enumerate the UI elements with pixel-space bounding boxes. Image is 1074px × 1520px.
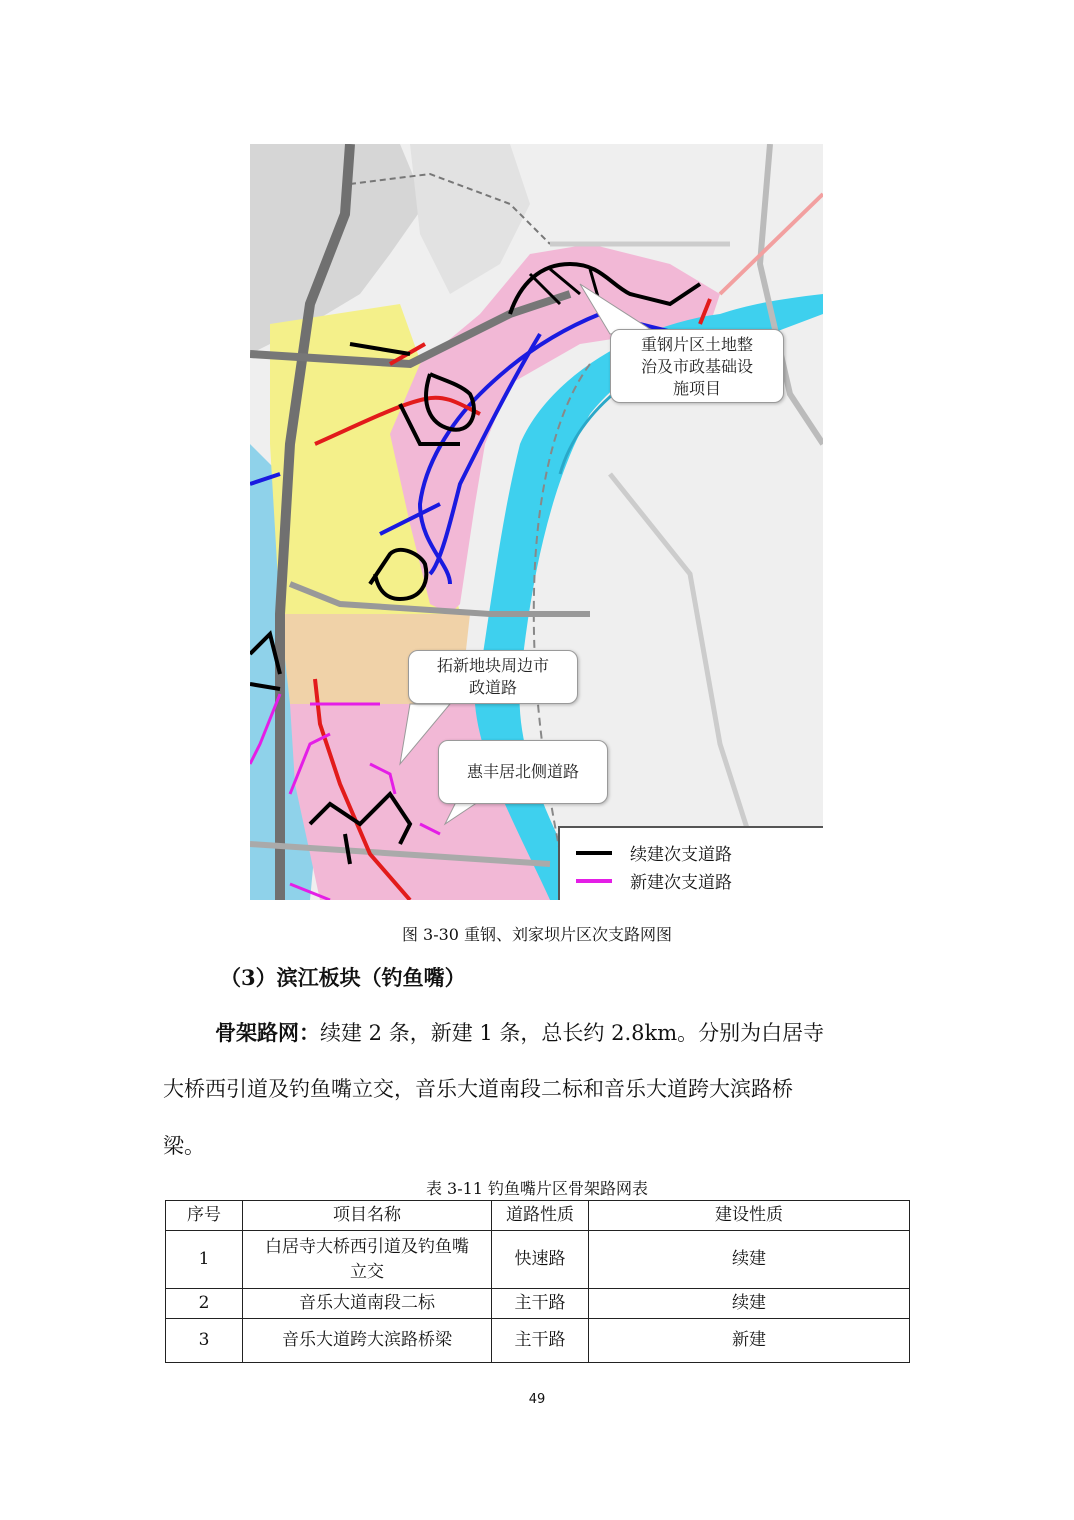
table-row bbox=[166, 1289, 910, 1319]
cell-no: 1 bbox=[166, 1231, 243, 1289]
legend-label-continued: 续建次支道路 bbox=[630, 845, 732, 865]
cell-name-line2: 立交 bbox=[350, 1261, 384, 1282]
callout-chonggang-line2: 治及市政基础设 bbox=[640, 357, 753, 376]
cell-no: 2 bbox=[166, 1289, 243, 1319]
cell-type: 快速路 bbox=[492, 1231, 589, 1289]
legend-item-continued bbox=[576, 840, 732, 865]
table-row bbox=[166, 1231, 910, 1289]
skeleton-road-table bbox=[165, 1200, 910, 1363]
callout-tuoxin bbox=[408, 650, 578, 704]
callout-huifengju-line1: 惠丰居北侧道路 bbox=[466, 762, 579, 781]
callout-tuoxin-line2: 政道路 bbox=[468, 678, 517, 697]
header-name: 项目名称 bbox=[243, 1201, 492, 1231]
cell-name: 音乐大道南段二标 bbox=[243, 1289, 492, 1319]
road-network-map bbox=[250, 144, 823, 900]
paragraph-lead: 骨架路网： bbox=[215, 1020, 320, 1045]
page-number: 49 bbox=[528, 1392, 546, 1407]
table-caption: 表 3-11 钓鱼嘴片区骨架路网表 bbox=[425, 1179, 649, 1198]
callout-tuoxin-line1: 拓新地块周边市 bbox=[436, 656, 549, 675]
legend-swatch-magenta bbox=[576, 879, 612, 883]
cell-type: 主干路 bbox=[492, 1289, 589, 1319]
map-legend bbox=[558, 826, 823, 900]
legend-item-new bbox=[576, 868, 732, 893]
header-type: 道路性质 bbox=[492, 1201, 589, 1231]
paragraph-line-2: 大桥西引道及钓鱼嘴立交，音乐大道南段二标和音乐大道跨大滨路桥 bbox=[163, 1077, 793, 1101]
legend-label-new: 新建次支道路 bbox=[630, 873, 732, 893]
callout-chonggang-line1: 重钢片区土地整 bbox=[640, 335, 753, 354]
cell-build: 新建 bbox=[589, 1319, 910, 1363]
cell-build: 续建 bbox=[589, 1289, 910, 1319]
paragraph-line1-text: 续建 2 条，新建 1 条，总长约 2.8km。分别为白居寺 bbox=[320, 1021, 825, 1045]
cell-type: 主干路 bbox=[492, 1319, 589, 1363]
cell-name: 音乐大道跨大滨路桥梁 bbox=[243, 1319, 492, 1363]
header-no: 序号 bbox=[166, 1201, 243, 1231]
cell-no: 3 bbox=[166, 1319, 243, 1363]
paragraph-line-3: 梁。 bbox=[163, 1134, 205, 1158]
cell-build: 续建 bbox=[589, 1231, 910, 1289]
figure-caption: 图 3-30 重钢、刘家坝片区次支路网图 bbox=[401, 925, 673, 944]
legend-swatch-black bbox=[576, 851, 612, 855]
section-heading: （3）滨江板块（钓鱼嘴） bbox=[220, 965, 466, 990]
paragraph-line-1 bbox=[215, 1004, 915, 1062]
table-header-row bbox=[166, 1201, 910, 1231]
callout-chonggang bbox=[610, 329, 784, 403]
callout-chonggang-line3: 施项目 bbox=[672, 379, 721, 398]
cell-name-line1: 白居寺大桥西引道及钓鱼嘴 bbox=[265, 1236, 469, 1257]
table-row bbox=[166, 1319, 910, 1363]
header-build: 建设性质 bbox=[589, 1201, 910, 1231]
cell-name bbox=[243, 1231, 492, 1289]
callout-huifengju bbox=[438, 740, 608, 804]
